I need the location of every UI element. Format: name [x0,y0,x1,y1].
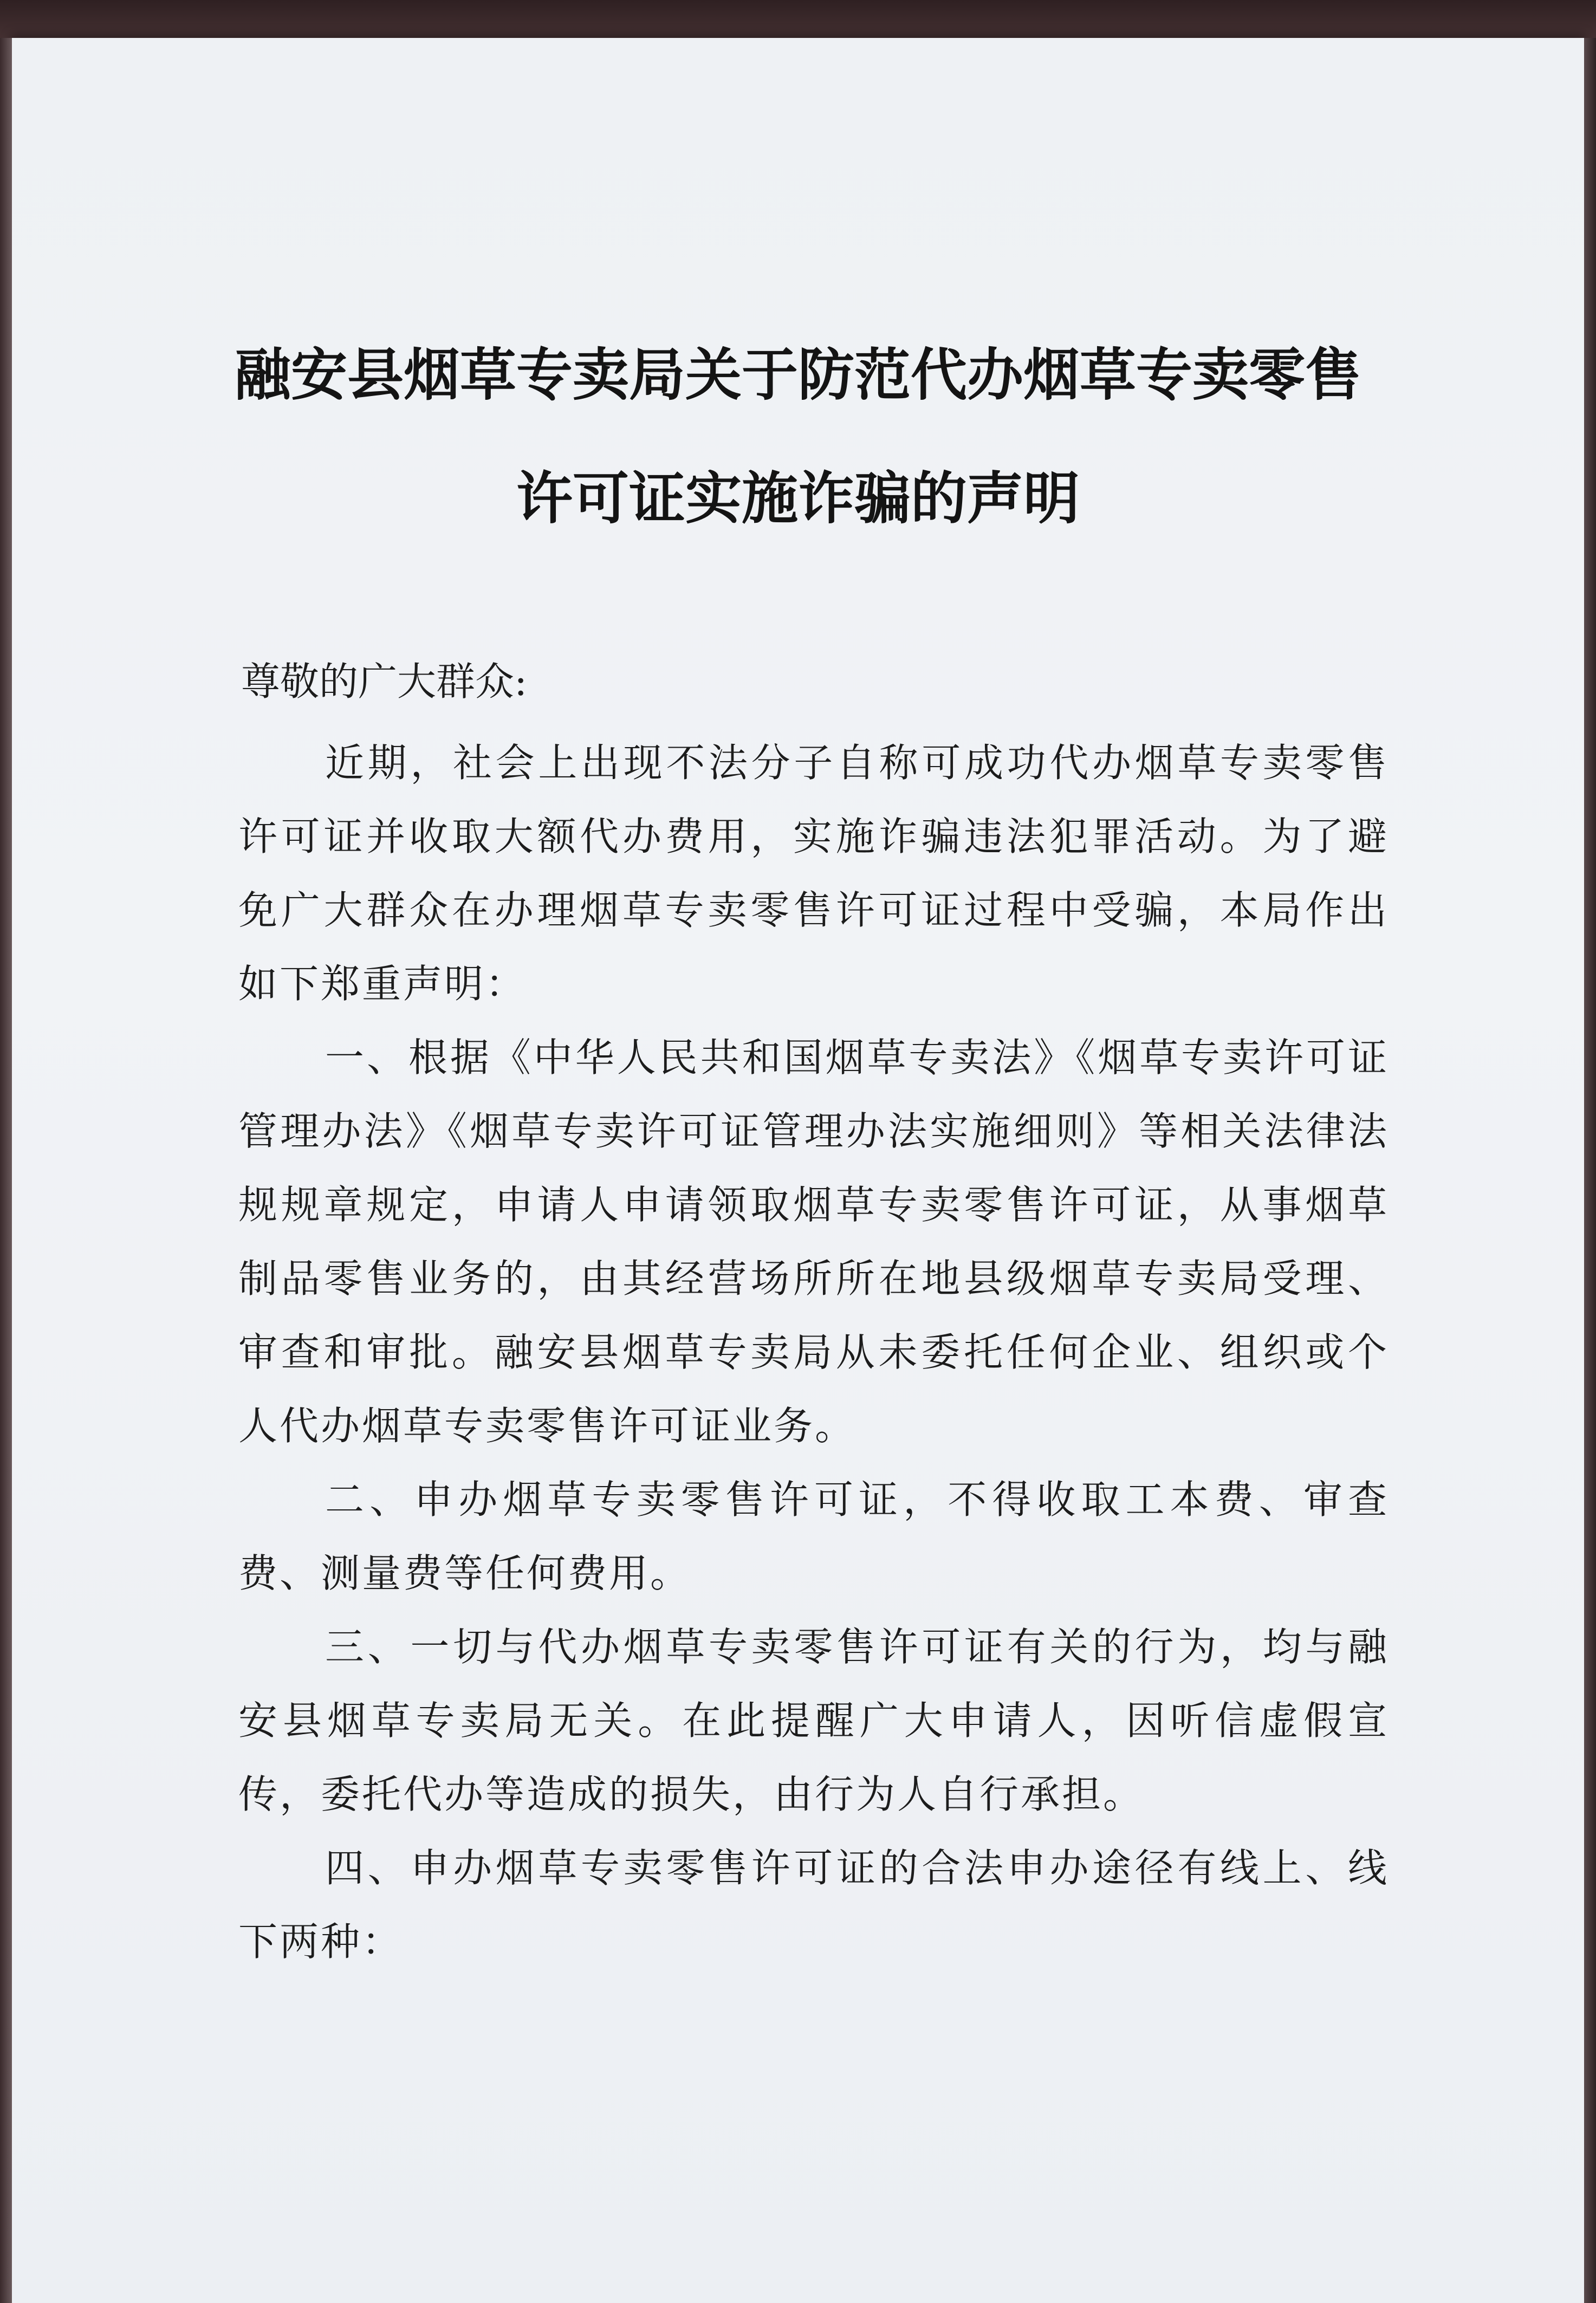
paragraph-point-1: 一、根据《中华人民共和国烟草专卖法》《烟草专卖许可证管理办法》《烟草专卖许可证管理办法实施细则》等相关法律法规规章规定，申请人申请领取烟草专卖零售许可证，从事烟草制品零售业务的，由其经营场所所在地县级烟草专卖局受理、审查和审批。融安县烟草专卖局从未委托任何企业、组织或个人代办烟草专卖零售许可证业务。 [238,1035,1389,1449]
document-title-line-1: 融安县烟草专卖局关于防范代办烟草专卖零售 [234,341,1361,408]
paragraph-point-2: 二、申办烟草专卖零售许可证，不得收取工本费、审查费、测量费等任何费用。 [238,1477,1389,1596]
paragraph-point-3: 三、一切与代办烟草专卖零售许可证有关的行为，均与融安县烟草专卖局无关。在此提醒广大申请人，因听信虚假宣传，委托代办等造成的损失，由行为人自行承担。 [238,1624,1389,1817]
paragraph-point-4: 四、申办烟草专卖零售许可证的合法申办途径有线上、线下两种： [238,1845,1389,1964]
page-edge-right [1584,38,1596,2303]
document-title-line-2: 许可证实施诈骗的声明 [516,465,1080,531]
salutation: 尊敬的广大群众: [241,659,528,704]
page-edge-left [0,38,12,2303]
paragraph-intro: 近期，社会上出现不法分子自称可成功代办烟草专卖零售许可证并收取大额代办费用，实施诈骗违法犯罪活动。为了避免广大群众在办理烟草专卖零售许可证过程中受骗，本局作出如下郑重声明： [238,740,1389,1007]
